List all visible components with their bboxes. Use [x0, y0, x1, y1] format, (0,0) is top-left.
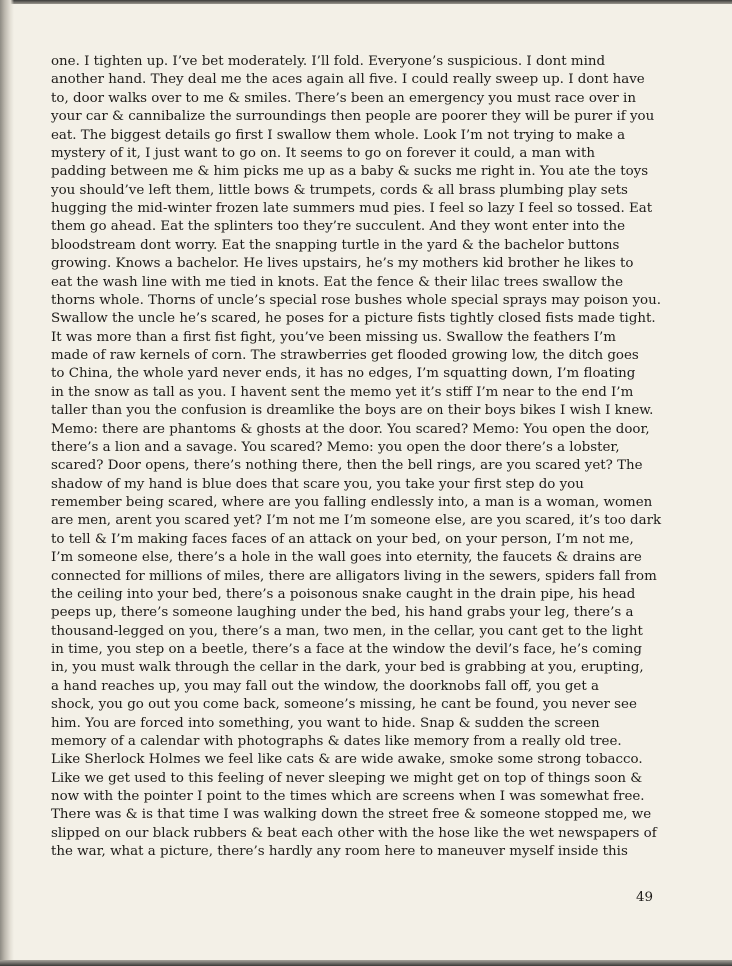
- text-line: memory of a calendar with photographs & dates like memory from a really old tree.: [51, 733, 622, 749]
- text-line: to, door walks over to me & smiles. There’s been an emergency you must race over in: [51, 90, 636, 106]
- text-line: the war, what a picture, there’s hardly any room here to maneuver myself inside this: [51, 844, 628, 860]
- text-line: There was & is that time I was walking down the street free & someone stopped me, we: [51, 807, 652, 823]
- text-line: your car & cannibalize the surroundings then people are poorer they will be purer if you: [51, 109, 655, 125]
- text-line: shadow of my hand is blue does that scare you, you take your first step do you: [51, 476, 584, 492]
- text-line: in, you must walk through the cellar in the dark, your bed is grabbing at you, erupting,: [51, 660, 644, 676]
- text-line: Like we get used to this feeling of never sleeping we might get on top of things soon &: [51, 770, 643, 786]
- text-line: padding between me & him picks me up as a baby & sucks me right in. You ate the toys: [51, 164, 649, 180]
- text-line: made of raw kernels of corn. The strawberries get flooded growing low, the ditch goes: [51, 348, 639, 363]
- text-line: in the snow as tall as you. I havent sent the memo yet it’s stiff I’m near to the end I’m: [51, 384, 634, 400]
- text-line: I’m someone else, there’s a hole in the wall goes into eternity, the faucets & drains are: [51, 550, 642, 566]
- text-line: mystery of it, I just want to go on. It seems to go on forever it could, a man with: [51, 145, 595, 161]
- text-line: them go ahead. Eat the splinters too they’re succulent. And they wont enter into the: [51, 219, 626, 235]
- text-line: a hand reaches up, you may fall out the window, the doorknobs fall off, you get a: [51, 678, 599, 694]
- page-bottom-edge: [0, 960, 732, 966]
- text-line: Memo: there are phantoms & ghosts at the door. You scared? Memo: You open the door,: [51, 421, 650, 437]
- text-line: bloodstream dont worry. Eat the snapping turtle in the yard & the bachelor buttons: [51, 237, 620, 253]
- text-line: slipped on our black rubbers & beat each other with the hose like the wet newspapers of: [51, 825, 657, 841]
- text-line: shock, you go out you come back, someone’s missing, he cant be found, you never see: [51, 697, 637, 713]
- text-line: eat. The biggest details go first I swallow them whole. Look I’m not trying to make a: [51, 127, 626, 143]
- text-line: one. I tighten up. I’ve bet moderately. I’ll fold. Everyone’s suspicious. I dont mind: [51, 54, 606, 69]
- text-line: are men, arent you scared yet? I’m not me I’m someone else, are you scared, it’s too dark: [51, 513, 662, 529]
- text-line: you should’ve left them, little bows & trumpets, cords & all brass plumbing play sets: [51, 182, 628, 198]
- text-line: connected for millions of miles, there are alligators living in the sewers, spiders fall from: [51, 568, 657, 584]
- text-line: the ceiling into your bed, there’s a poisonous snake caught in the drain pipe, his head: [51, 586, 636, 602]
- text-line: hugging the mid-winter frozen late summers mud pies. I feel so lazy I feel so tossed. Eat: [51, 201, 653, 216]
- text-line: taller than you the confusion is dreamlike the boys are on their boys bikes I wish I knew.: [51, 403, 654, 419]
- text-line: him. You are forced into something, you want to hide. Snap & sudden the screen: [51, 715, 600, 731]
- text-line: to China, the whole yard never ends, it has no edges, I’m squatting down, I’m floating: [51, 366, 636, 382]
- page-top-edge: [0, 0, 732, 4]
- text-line: remember being scared, where are you falling endlessly into, a man is a woman, women: [51, 495, 653, 510]
- text-line: eat the wash line with me tied in knots. Eat the fence & their lilac trees swallow the: [51, 274, 624, 290]
- text-line: thorns whole. Thorns of uncle’s special rose bushes whole special sprays may poison you.: [51, 292, 661, 308]
- text-line: to tell & I’m making faces faces of an attack on your bed, on your person, I’m not me,: [51, 531, 634, 547]
- page-number: 49: [636, 890, 654, 905]
- text-line: thousand-legged on you, there’s a man, two men, in the cellar, you cant get to the light: [51, 623, 643, 639]
- text-line: in time, you step on a beetle, there’s a face at the window the devil’s face, he’s coming: [51, 642, 642, 657]
- binding-gutter-shadow: [0, 0, 14, 966]
- text-line: there’s a lion and a savage. You scared? Memo: you open the door there’s a lobster,: [51, 439, 620, 455]
- text-line: Like Sherlock Holmes we feel like cats & are wide awake, smoke some strong tobacco.: [51, 752, 643, 768]
- text-line: Swallow the uncle he’s scared, he poses for a picture fists tightly closed fists made tight.: [51, 311, 656, 327]
- text-line: It was more than a first fist fight, you’ve been missing us. Swallow the feathers I’m: [51, 329, 616, 345]
- text-line: scared? Door opens, there’s nothing there, then the bell rings, are you scared yet? The: [51, 458, 643, 474]
- text-line: another hand. They deal me the aces again all five. I could really sweep up. I dont have: [51, 72, 645, 88]
- body-text: [51, 53, 711, 862]
- text-line: now with the pointer I point to the times which are screens when I was somewhat free.: [51, 789, 645, 804]
- text-line: peeps up, there’s someone laughing under the bed, his hand grabs your leg, there’s a: [51, 605, 634, 621]
- text-line: growing. Knows a bachelor. He lives upstairs, he’s my mothers kid brother he likes to: [51, 256, 634, 272]
